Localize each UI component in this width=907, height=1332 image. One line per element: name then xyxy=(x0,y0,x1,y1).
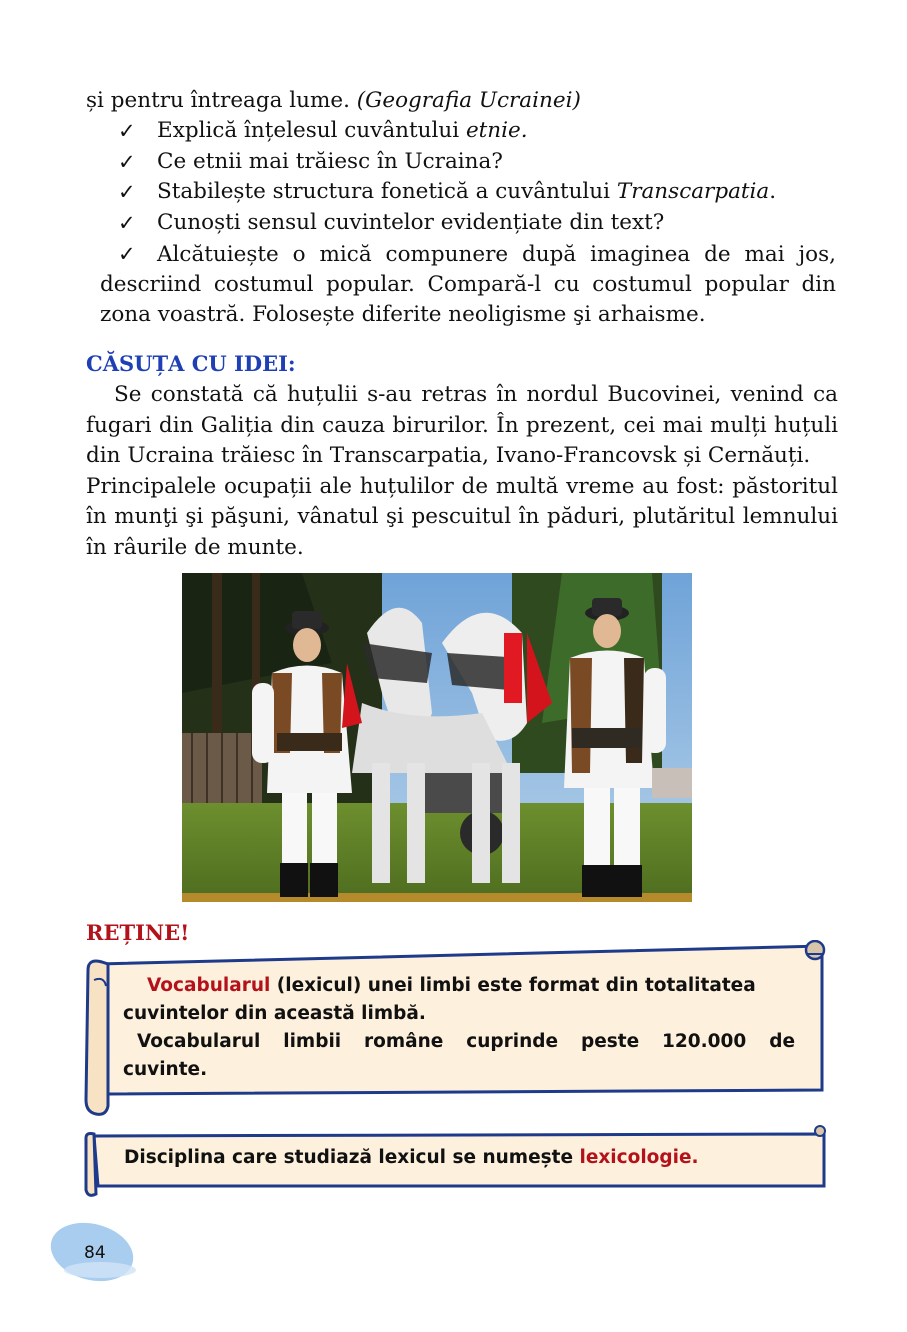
ideas-line: în munţi şi păşuni, vânatul şi pescuitul în păduri, plutăritul lemnului xyxy=(86,504,838,529)
task-text-end: . xyxy=(769,179,777,204)
check-icon: ✓ xyxy=(118,211,136,235)
check-icon: ✓ xyxy=(118,242,136,266)
ideas-line: din Ucraina trăiesc în Transcarpatia, Ivano-Francovsk și Cernăuți. xyxy=(86,443,811,468)
ideas-paragraph xyxy=(86,380,838,563)
task-text: Ce etnii mai trăiesc în Ucraina? xyxy=(157,149,503,174)
task-composition-line: descriind costumul popular. Compară-l cu costumul popular din xyxy=(100,272,836,297)
vocabulary-line-rest: (lexicul) unei limbi este format din totalitatea xyxy=(270,975,756,996)
vocabulary-line: cuvinte. xyxy=(123,1059,208,1080)
ideas-line: Se constată că huțulii s-au retras în nordul Bucovinei, venind ca xyxy=(114,382,838,407)
vocabulary-count-line: Vocabularul limbii române cuprinde peste 120.000 de xyxy=(137,1031,795,1052)
task-item xyxy=(157,148,503,176)
ideas-line: Principalele ocupații ale huțulilor de multă vreme au fost: păstoritul xyxy=(86,473,838,499)
vocabulary-term: Vocabularul xyxy=(147,975,271,996)
intro-text: și pentru întreaga lume. xyxy=(86,88,357,113)
task-text: Explică înțelesul cuvântului xyxy=(157,118,466,143)
task-text: Cunoști sensul cuvintelor evidențiate din text? xyxy=(157,210,665,235)
ideas-line: fugari din Galiția din cauza birurilor. În prezent, cei mai mulți huțuli xyxy=(86,412,838,438)
retine-heading: REȚINE! xyxy=(86,920,190,945)
ideas-line: în râurile de munte. xyxy=(86,534,304,560)
task-item xyxy=(157,178,776,206)
check-icon: ✓ xyxy=(118,119,136,143)
check-icon: ✓ xyxy=(118,180,136,204)
lexicology-text: Disciplina care studiază lexicul se numește xyxy=(124,1147,580,1168)
task-composition-line: zona voastră. Folosește diferite neoligisme şi arhaisme. xyxy=(100,302,706,327)
task-text: Stabilește structura fonetică a cuvântului xyxy=(157,179,617,204)
vocabulary-line: cuvintelor din această limbă. xyxy=(123,1003,426,1024)
hutsul-costume-photo xyxy=(182,573,692,902)
task-emphasis: etnie. xyxy=(465,118,528,143)
task-item xyxy=(157,117,528,145)
task-emphasis: Transcarpatia xyxy=(616,179,770,204)
page-number: 84 xyxy=(84,1243,106,1263)
task-item-composition xyxy=(100,240,836,330)
lexicology-definition xyxy=(124,1144,699,1172)
vocabulary-line xyxy=(123,972,795,1000)
intro-source: (Geografia Ucrainei) xyxy=(356,88,581,113)
lexicology-term: lexicologie. xyxy=(579,1147,699,1168)
ideas-heading: CĂSUȚA CU IDEI: xyxy=(86,351,296,376)
task-item xyxy=(157,209,664,237)
task-composition-line: Alcătuiește o mică compunere după imaginea de mai jos, xyxy=(157,242,836,267)
photo-illustration xyxy=(182,573,692,902)
vocabulary-definition xyxy=(123,972,795,1084)
check-icon: ✓ xyxy=(118,150,136,174)
intro-line xyxy=(86,87,581,115)
